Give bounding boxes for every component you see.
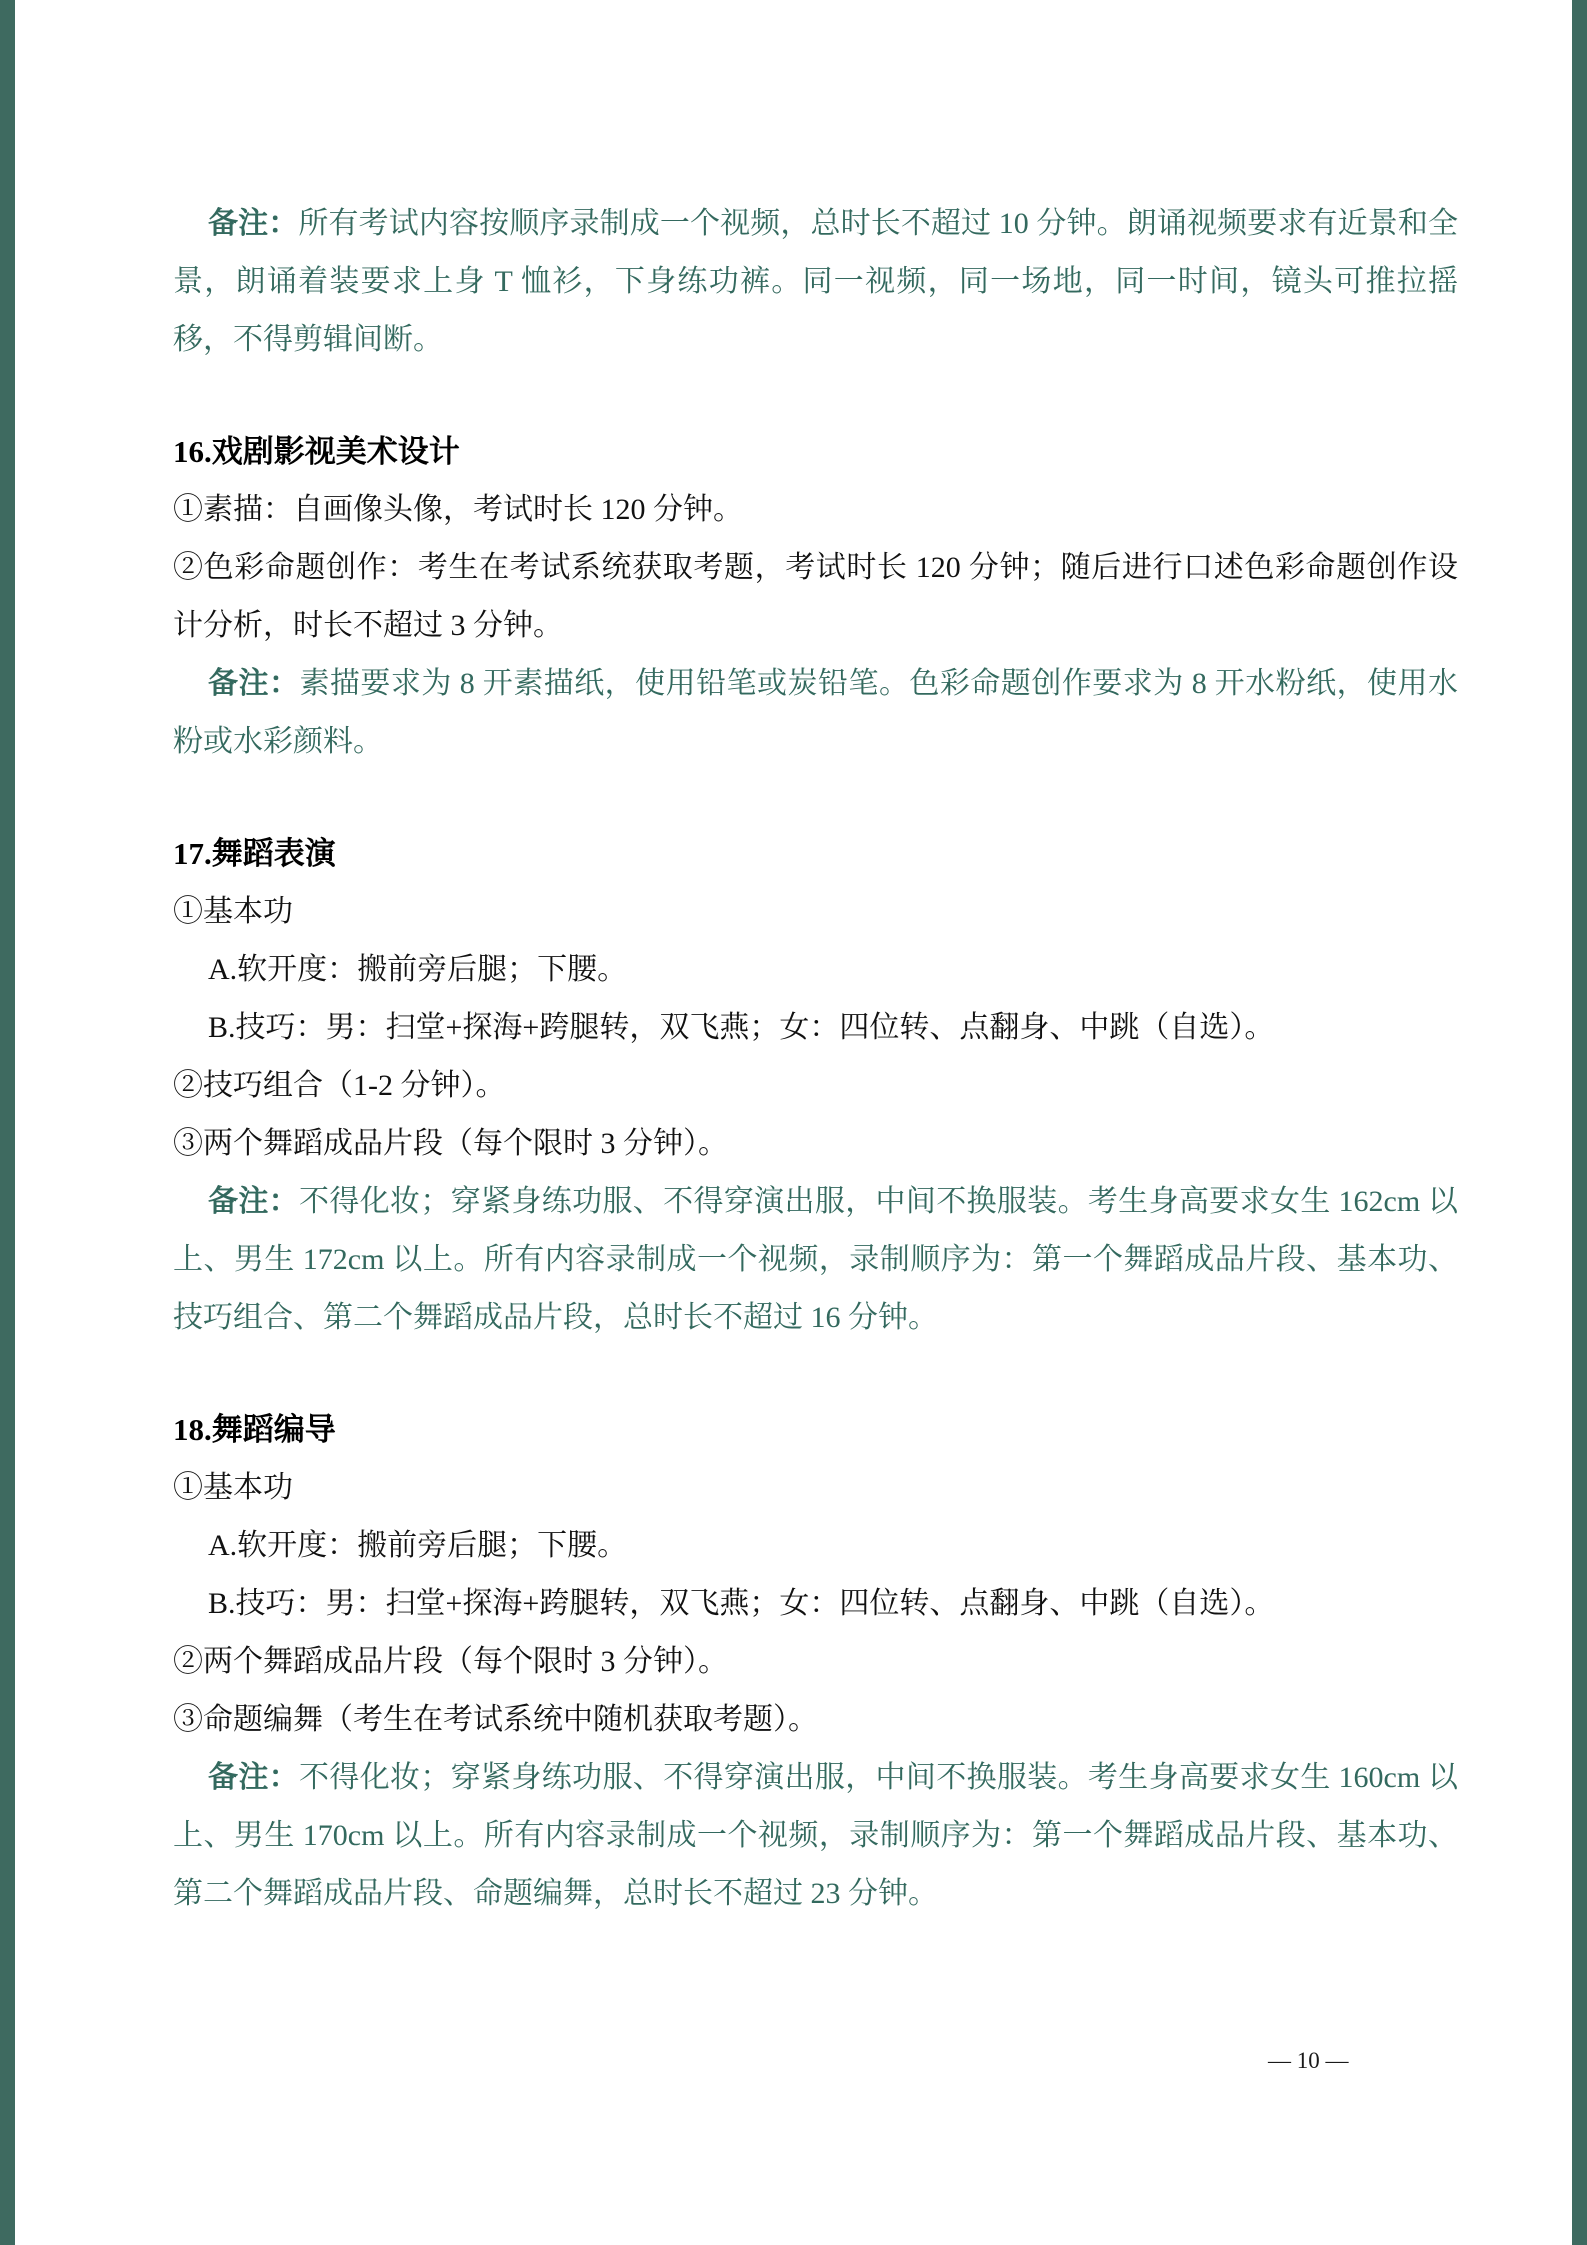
left-border-stripe bbox=[0, 0, 15, 2245]
section-item: ①基本功 bbox=[173, 1471, 293, 1504]
section-title: 18.舞蹈编导 bbox=[173, 1412, 336, 1447]
sections-container bbox=[173, 423, 1458, 1923]
section bbox=[173, 1401, 1458, 1923]
section-item: ②技巧组合（1-2 分钟）。 bbox=[173, 1069, 506, 1102]
section-note-text: 不得化妆；穿紧身练功服、不得穿演出服，中间不换服装。考生身高要求女生 162cm 以上、男生 172cm 以上。所有内容录制成一个视频，录制顺序为：第一个舞蹈成品片段、基本功、技巧组合、第二个舞蹈成品片段，总时长不超过 16 分钟。 bbox=[173, 1185, 1458, 1334]
section-title: 17.舞蹈表演 bbox=[173, 836, 336, 871]
section bbox=[173, 825, 1458, 1347]
section-item: ①素描：自画像头像，考试时长 120 分钟。 bbox=[173, 493, 743, 526]
section-note-label: 备注： bbox=[208, 667, 300, 700]
section-item: B.技巧：男：扫堂+探海+跨腿转，双飞燕；女：四位转、点翻身、中跳（自选）。 bbox=[208, 1011, 1275, 1044]
section-item: B.技巧：男：扫堂+探海+跨腿转，双飞燕；女：四位转、点翻身、中跳（自选）。 bbox=[208, 1587, 1275, 1620]
section-title: 16.戏剧影视美术设计 bbox=[173, 434, 460, 469]
section-note-label: 备注： bbox=[208, 1185, 300, 1218]
section bbox=[173, 423, 1458, 771]
section-note bbox=[173, 1173, 1458, 1347]
section-item: ②色彩命题创作：考生在考试系统获取考题，考试时长 120 分钟；随后进行口述色彩命题创作设计分析，时长不超过 3 分钟。 bbox=[173, 551, 1458, 642]
section-item: ③两个舞蹈成品片段（每个限时 3 分钟）。 bbox=[173, 1127, 728, 1160]
section-note-text: 不得化妆；穿紧身练功服、不得穿演出服，中间不换服装。考生身高要求女生 160cm 以上、男生 170cm 以上。所有内容录制成一个视频，录制顺序为：第一个舞蹈成品片段、基本功、第二个舞蹈成品片段、命题编舞，总时长不超过 23 分钟。 bbox=[173, 1761, 1458, 1910]
intro-note bbox=[173, 195, 1458, 369]
section-note bbox=[173, 1749, 1458, 1923]
document-content bbox=[173, 0, 1458, 1923]
section-note bbox=[173, 655, 1458, 771]
section-note-label: 备注： bbox=[208, 1761, 300, 1794]
section-item: ①基本功 bbox=[173, 895, 293, 928]
page-number: — 10 — bbox=[1268, 2048, 1349, 2073]
section-note-text: 素描要求为 8 开素描纸，使用铅笔或炭铅笔。色彩命题创作要求为 8 开水粉纸，使用水粉或水彩颜料。 bbox=[173, 667, 1459, 758]
section-item: ③命题编舞（考生在考试系统中随机获取考题）。 bbox=[173, 1703, 818, 1736]
section-item: A.软开度：搬前旁后腿；下腰。 bbox=[208, 1529, 628, 1562]
section-item: A.软开度：搬前旁后腿；下腰。 bbox=[208, 953, 628, 986]
intro-note-text: 所有考试内容按顺序录制成一个视频，总时长不超过 10 分钟。朗诵视频要求有近景和全景，朗诵着装要求上身 T 恤衫，下身练功裤。同一视频，同一场地，同一时间，镜头可推拉摇移，不得剪辑间断。 bbox=[173, 207, 1459, 356]
right-border-stripe bbox=[1572, 0, 1587, 2245]
intro-note-label: 备注： bbox=[208, 207, 299, 240]
section-item: ②两个舞蹈成品片段（每个限时 3 分钟）。 bbox=[173, 1645, 728, 1678]
